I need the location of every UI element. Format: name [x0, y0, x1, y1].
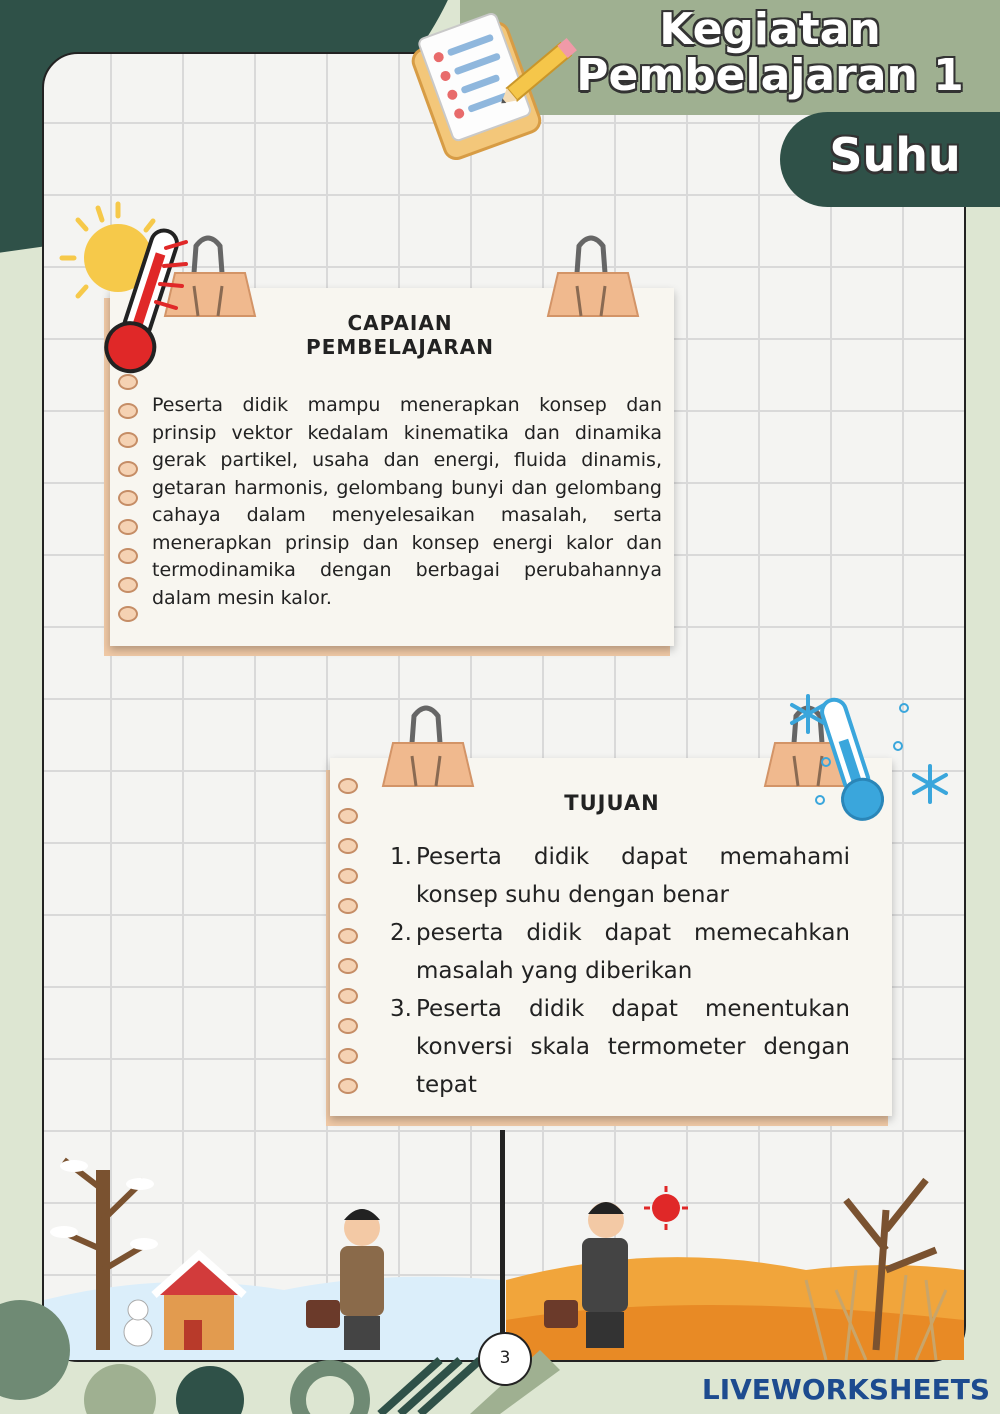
capaian-text: Peserta didik mampu menerapkan konsep dan prinsip vektor kedalam kinematika dan dinamika gerak partikel, usaha dan energi, fluida dinamis, getaran harmonis, gelombang bunyi dan gelombang cahaya dalam menyelesaikan masalah, serta menerapkan prinsip dan konsep energi kalor dan termodinamika dengan berbagai perubahannya dalam mesin kalor.	[152, 394, 662, 609]
capaian-title	[110, 311, 690, 359]
binder-clip-icon	[543, 228, 643, 320]
list-item	[390, 990, 850, 1104]
capaian-title-line1: CAPAIAN	[347, 311, 453, 335]
list-item	[390, 914, 850, 990]
tujuan-card-rings	[330, 758, 360, 1116]
brand-logo[interactable]: LIVEWORKSHEETS	[701, 1373, 990, 1406]
list-item-text: peserta didik dapat memecahkan masalah yang diberikan	[416, 920, 850, 984]
footer-decoration	[0, 1290, 700, 1414]
cold-thermometer-icon	[780, 688, 960, 838]
list-item-text: Peserta didik dapat menentukan konversi skala termometer dengan tepat	[416, 996, 850, 1098]
tujuan-list	[390, 838, 850, 1104]
page-subtitle: Suhu	[829, 128, 961, 182]
page-title-line2: Pembelajaran 1	[576, 50, 964, 101]
list-item-number: 2.	[390, 920, 412, 946]
capaian-title-line2: PEMBELAJARAN	[306, 335, 494, 359]
list-item-number: 1.	[390, 844, 412, 870]
binder-clip-icon	[378, 698, 478, 790]
list-item	[390, 838, 850, 914]
page-number: 3	[478, 1332, 532, 1386]
list-item-number: 3.	[390, 996, 412, 1022]
tujuan-title: TUJUAN	[564, 791, 660, 815]
page-title-line1: Kegiatan	[659, 4, 881, 55]
list-item-text: Peserta didik dapat memahami konsep suhu dengan benar	[416, 844, 850, 908]
checklist-icon	[395, 5, 585, 160]
